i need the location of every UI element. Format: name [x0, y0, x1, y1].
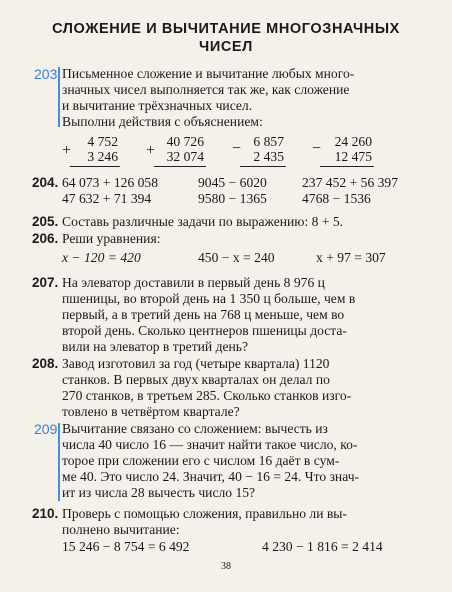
exercise-204-expression: 4768 − 1536 — [302, 191, 371, 206]
exercise-205-number: 205. — [32, 214, 59, 229]
column-top-number: 6 857 — [253, 134, 284, 149]
page-number: 38 — [221, 561, 231, 572]
exercise-210-line: Проверь с помощью сложения, правильно ли вы- — [62, 506, 347, 521]
exercise-209-number: 209 — [34, 421, 58, 437]
exercise-209-line: ит из числа 28 вычесть число 15? — [62, 485, 256, 500]
column-operator: − — [312, 140, 322, 157]
exercise-208-line: Завод изготовил за год (четыре квартала) 1120 — [62, 356, 330, 371]
exercise-203-line: значных чисел выполняется так же, как сложение — [62, 82, 350, 97]
column-rule — [154, 166, 206, 167]
exercise-209-line: Вычитание связано со сложением: вычесть из — [62, 421, 328, 436]
column-bottom-number: 12 475 — [334, 149, 372, 164]
exercise-204-expression: 64 073 + 126 058 — [62, 175, 159, 190]
title-line-2: ЧИСЕЛ — [199, 39, 253, 55]
exercise-208-line: товлено в четвёртом квартале? — [62, 404, 240, 419]
exercise-206-equation: x − 120 = 420 — [62, 250, 141, 265]
exercise-209-line: торое при сложении его с числом 16 даёт в сум- — [62, 453, 340, 468]
exercise-206-number: 206. — [32, 231, 59, 246]
exercise-204-expression: 47 632 + 71 394 — [62, 191, 152, 206]
exercise-209-line: ме 40. Это число 24. Значит, 40 − 16 = 24. Что знач- — [62, 469, 360, 484]
exercise-207-line: На элеватор доставили в первый день 8 976 ц — [62, 275, 325, 290]
exercise-204-number: 204. — [32, 175, 59, 190]
column-top-number: 4 752 — [87, 134, 118, 149]
column-rule — [320, 166, 374, 167]
exercise-207-number: 207. — [32, 275, 59, 290]
exercise-207-line: первый, а в третий день на 768 ц меньше, чем во — [62, 307, 345, 322]
title-line-1: СЛОЖЕНИЕ И ВЫЧИТАНИЕ МНОГОЗНАЧНЫХ — [52, 21, 400, 37]
exercise-210-line: полнено вычитание: — [62, 522, 180, 537]
column-rule — [240, 166, 286, 167]
exercise-204-expression: 9045 − 6020 — [198, 175, 267, 190]
column-operator: + — [146, 142, 156, 159]
exercise-209-line: числа 40 число 16 — значит найти такое число, ко- — [62, 437, 358, 452]
column-bottom-number: 2 435 — [253, 149, 284, 164]
exercise-203-line: и вычитание трёхзначных чисел. — [62, 98, 253, 113]
column-operator: − — [232, 140, 242, 157]
exercise-206-text: Реши уравнения: — [62, 231, 161, 246]
column-rule — [70, 166, 120, 167]
exercise-208-line: 270 станков, в третьем 285. Сколько станков изго- — [62, 388, 352, 403]
exercise-207-line: пшеницы, во второй день на 1 350 ц больше, чем в — [62, 291, 356, 306]
exercise-207-line: второй день. Сколько центнеров пшеницы доста- — [62, 323, 347, 338]
exercise-206-equation: x + 97 = 307 — [316, 250, 386, 265]
exercise-210-expression: 4 230 − 1 816 = 2 414 — [262, 539, 383, 554]
exercise-205-text: Составь различные задачи по выражению: 8 + 5. — [62, 214, 344, 229]
exercise-208-number: 208. — [32, 356, 59, 371]
exercise-209-margin-bar — [58, 423, 60, 501]
column-top-number: 24 260 — [334, 134, 372, 149]
column-top-number: 40 726 — [166, 134, 204, 149]
exercise-203-line: Выполни действия с объяснением: — [62, 114, 263, 129]
exercise-203-number: 203. — [34, 66, 62, 82]
exercise-210-number: 210. — [32, 506, 59, 521]
column-bottom-number: 32 074 — [166, 149, 204, 164]
exercise-210-expression: 15 246 − 8 754 = 6 492 — [62, 539, 190, 554]
exercise-204-expression: 237 452 + 56 397 — [302, 175, 399, 190]
section-title — [20, 20, 432, 56]
exercise-206-equation: 450 − x = 240 — [198, 250, 275, 265]
exercise-208-line: станков. В первых двух кварталах он делал по — [62, 372, 330, 387]
exercise-207-line: вили на элеватор в третий день? — [62, 339, 249, 354]
column-operator: + — [62, 142, 72, 159]
column-bottom-number: 3 246 — [87, 149, 118, 164]
exercise-204-expression: 9580 − 1365 — [198, 191, 267, 206]
exercise-203-line: Письменное сложение и вычитание любых много- — [62, 66, 355, 81]
